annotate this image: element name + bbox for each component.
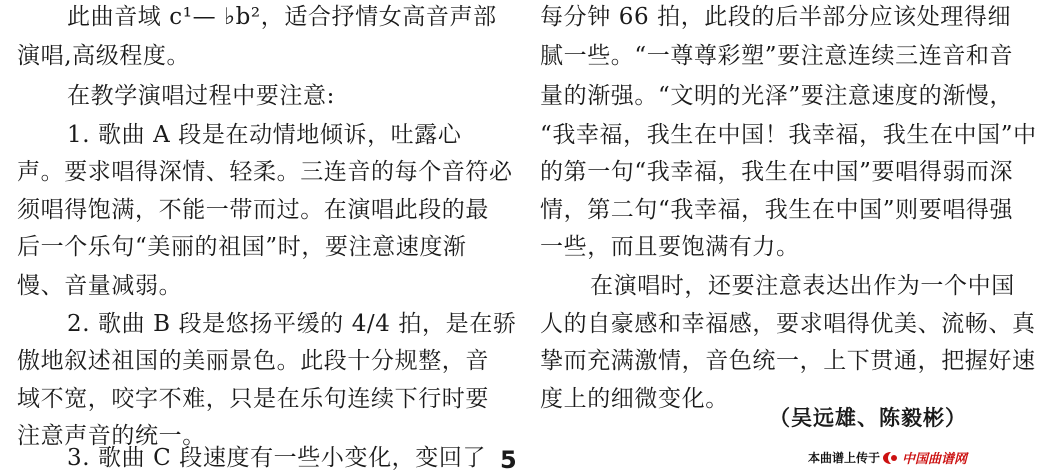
text-line: 腻一些。“一尊尊彩塑”要注意连续三连音和音 [540, 43, 1014, 69]
text-line: 慢、音量减弱。 [17, 273, 183, 299]
author-signature: （吴远雄、陈毅彬） [769, 406, 967, 430]
text-line: 域不宽，咬字不难，只是在乐句连续下行时要 [17, 386, 489, 412]
text-line: 一些，而且要饱满有力。 [540, 234, 800, 260]
text-line: 注意声音的统一。 [17, 423, 206, 449]
text-line: 情，第二句“我幸福，我生在中国”则要唱得强 [540, 197, 1014, 223]
text-line: 人的自豪感和幸福感，要求唱得优美、流畅、真 [540, 311, 1036, 337]
text-line: 2. 歌曲 B 段是悠扬平缓的 4/4 拍，是在骄 [67, 311, 517, 337]
upload-note [808, 448, 967, 467]
text-line: 量的渐强。“文明的光泽”要注意速度的渐慢， [540, 83, 1014, 109]
text-line: 在教学演唱过程中要注意: [67, 83, 335, 109]
site-name: 中国曲谱网 [902, 452, 968, 467]
text-line: 1. 歌曲 A 段是在动情地倾诉，吐露心 [67, 122, 462, 148]
text-line: 须唱得饱满，不能一带而过。在演唱此段的最 [17, 197, 489, 223]
text-line: 声。要求唱得深情、轻柔。三连音的每个音符必 [17, 159, 513, 185]
text-line: 傲地叙述祖国的美丽景色。此段十分规整，音 [17, 348, 489, 374]
text-line: 此曲音域 c¹— ♭b²，适合抒情女高音声部 [67, 4, 497, 30]
text-line: 每分钟 66 拍，此段的后半部分应该处理得细 [540, 4, 1012, 30]
page-number: 5 [500, 446, 517, 474]
text-line: 在演唱时，还要注意表达出作为一个中国 [590, 273, 1015, 299]
site-logo-icon [882, 451, 900, 465]
upload-note-text: 本曲谱上传于 [808, 451, 881, 465]
site-logo[interactable] [882, 448, 967, 467]
text-line: 3. 歌曲 C 段速度有一些小变化，变回了 [67, 445, 487, 471]
text-line: 的第一句“我幸福，我生在中国”要唱得弱而深 [540, 159, 1014, 185]
text-line: 后一个乐句“美丽的祖国”时，要注意速度渐 [17, 234, 467, 260]
text-line: 演唱,高级程度。 [17, 43, 191, 69]
text-line: 度上的细微变化。 [540, 386, 729, 412]
text-line: “我幸福，我生在中国！我幸福，我生在中国”中 [540, 122, 1037, 148]
text-line: 挚而充满激情，音色统一，上下贯通，把握好速 [540, 348, 1036, 374]
